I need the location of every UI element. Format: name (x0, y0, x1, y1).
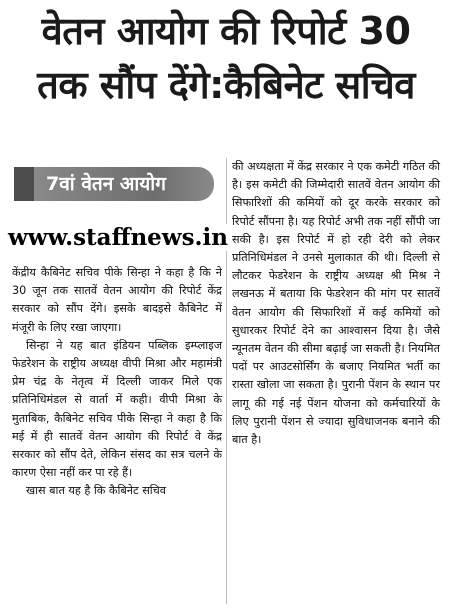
headline-line-2: तक सौंप देंगे:कैबिनेट सचिव (37, 63, 415, 107)
article-paragraph: केंद्रीय कैबिनेट सचिव पीके सिन्हा ने कहा है कि ने 30 जून तक सातवें वेतन आयोग की रिपोर्ट केंद्र सरकार को सौंप देंगे। इसके बादइसे कैबिनेट में मंजूरी के लिए रखा जाएगा। (12, 266, 222, 334)
article-left-column (12, 264, 222, 501)
article-right-column (232, 158, 440, 449)
watermark: www.staffnews.in (4, 224, 232, 251)
section-banner-label: 7वां वेतन आयोग (46, 173, 166, 195)
article-paragraph: खास बात यह है कि कैबिनेट सचिव (26, 484, 166, 498)
headline-line-1: वेतन आयोग की रिपोर्ट 30 (41, 9, 411, 53)
headline (6, 4, 446, 112)
section-banner (14, 167, 214, 201)
article-paragraph: की अध्यक्षता में केंद्र सरकार ने एक कमेटी गठित की है। इस कमेटी की जिम्मेदारी सातवें वेतन आयोग की सिफारिशों की कमियों को दूर करके सरकार को रिपोर्ट सौंपना है। यह रिपोर्ट अभी तक नहीं सौंपी जा सकी है। इस रिपोर्ट में हो रही देरी को लेकर प्रतिनिधिमंडल ने उनसे मुलाकात की थी। दिल्ली से लौटकर फेडरेशन के राष्ट्रीय अध्यक्ष श्री मिश्र ने लखनऊ में बताया कि फेडरेशन की मांग पर सातवें वेतन आयोग की सिफारिशों में कई कमियों को सुधारकर रिपोर्ट देने का आश्वासन दिया है। जैसे न्यूनतम वेतन की सीमा बढ़ाई जा सकती है। नियमित पदों पर आउटसोर्सिंग के बजाए नियमित भर्ती का रास्ता खोला जा सकता है। पुरानी पेंशन के स्थान पर लागू की गई नई पेंशन योजना को कर्मचारियों के लिए पुरानी पेंशन से ज्यादा सुविधाजनक बनाने की बात है। (232, 160, 440, 447)
article-paragraph: सिन्हा ने यह बात इंडियन पब्लिक इम्प्लाइज फेडरेशन के राष्ट्रीय अध्यक्ष वीपी मिश्रा और महामंत्री प्रेम चंद्र के नेतृत्व में दिल्ली जाकर मिले एक प्रतिनिधिमंडल से वार्ता में कही। वीपी मिश्रा के मुताबिक, कैबिनेट सचिव पीके सिन्हा ने कहा है कि मई में ही सातवें वेतन आयोग की रिपोर्ट वे केंद्र सरकार को सौंप देते, लेकिन संसद का सत्र चलने के कारण ऐसा नहीं कर पा रहे हैं। (12, 338, 222, 480)
